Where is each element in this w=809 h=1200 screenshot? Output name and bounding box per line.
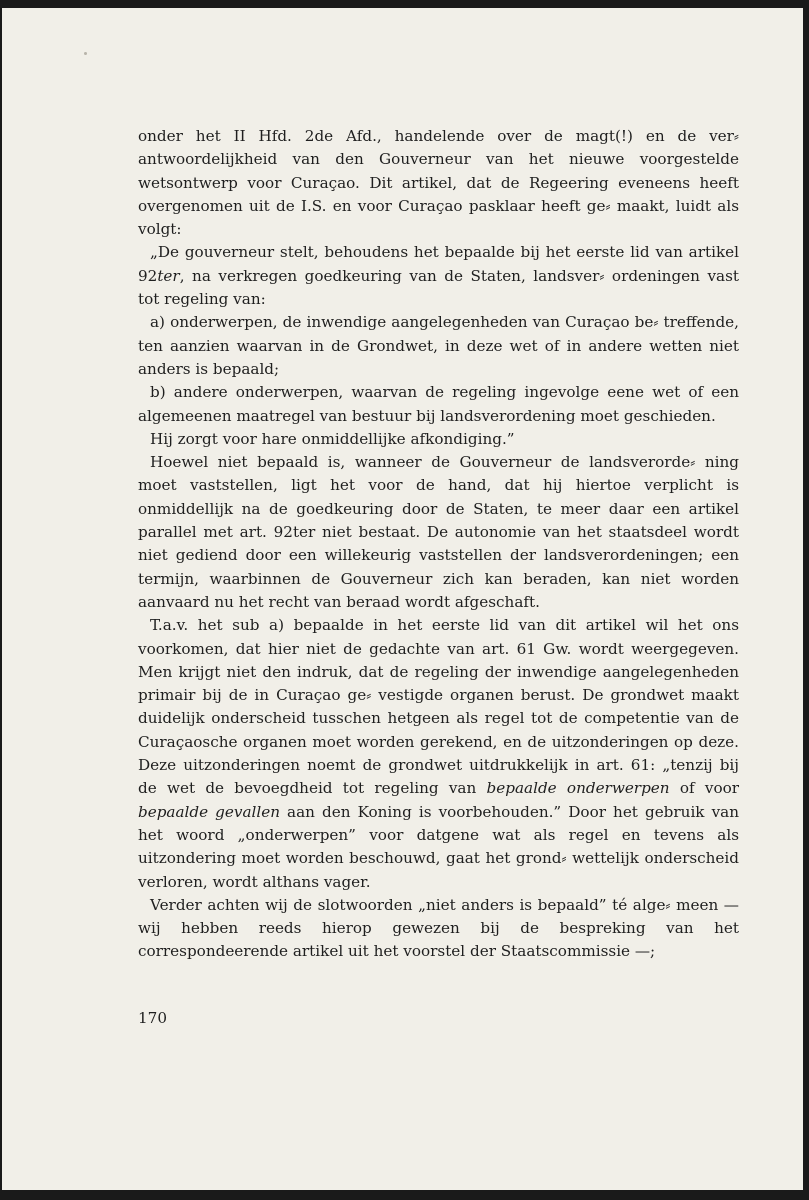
paragraph <box>138 451 739 614</box>
text-run: T.a.v. het sub a) bepaalde in het eerste lid van dit artikel wil het ons voorkomen, dat hier niet de gedachte van art. 61 Gw. wordt weergegeven. Men krijgt niet den indruk, dat de regeling der inwendige aangelegenheden primair bij de in Curaçao ge⸗ vestigde organen berust. De grondwet maakt duidelijk onderscheid tusschen hetgeen als regel tot de competentie van de Curaçaosche organen moet worden gerekend, en de uitzonderingen op deze. Deze uitzonderingen noemt de grondwet uitdrukkelijk in art. 61: „tenzij bij de wet de bevoegdheid tot regeling van <box>138 616 739 798</box>
paragraph <box>138 381 739 428</box>
body-text <box>138 125 739 964</box>
text-run: „De gouverneur stelt, behoudens het bepaalde bij het eerste lid van artikel 92 <box>138 243 739 285</box>
paragraph <box>138 241 739 311</box>
text-run: a) onderwerpen, de inwendige aangelegenheden van Curaçao be⸗ treffende, ten aanzien waarvan in de Grondwet, in deze wet of in andere wetten niet anders is bepaald; <box>138 313 739 378</box>
paper-speck <box>84 52 87 55</box>
text-run: Verder achten wij de slotwoorden „niet anders is bepaald” té alge⸗ meen — wij hebben reeds hierop gewezen bij de bespreking van het correspondeerende artikel uit het voorstel der Staatscommissie —; <box>138 895 739 961</box>
text-run: onder het II Hfd. 2de Afd., handelende over de magt(!) en de ver⸗ antwoordelijkheid van den Gouverneur van het nieuwe voorgestelde wetsontwerp voor Curaçao. Dit artikel, dat de Regeering eveneens heeft overgenomen uit de I.S. en voor Curaçao pasklaar heeft ge⸗ maakt, luidt als volgt: <box>138 127 739 239</box>
italic-text: bepaalde onderwerpen <box>486 779 670 798</box>
text-run: b) andere onderwerpen, waarvan de regeling ingevolge eene wet of een algemeenen maatregel van bestuur bij landsverordening moet geschieden. <box>138 383 739 425</box>
paragraph <box>138 311 739 381</box>
paragraph <box>138 125 739 241</box>
book-page <box>2 8 803 1190</box>
italic-text: ter <box>157 266 180 285</box>
italic-text: bepaalde gevallen <box>138 802 280 821</box>
page-number: 170 <box>138 1009 167 1027</box>
text-run: of voor <box>669 779 739 798</box>
paragraph <box>138 894 739 964</box>
text-run: , na verkregen goedkeuring van de Staten, landsver⸗ ordeningen vast tot regeling van: <box>138 266 739 309</box>
text-run: aan den Koning is voorbehouden.” Door het gebruik van het woord „onderwerpen” voor datgene wat als regel en tevens als uitzondering moet worden beschouwd, gaat het grond⸗ wettelijk onderscheid verloren, wordt althans vager. <box>138 802 739 891</box>
text-run: Hoewel niet bepaald is, wanneer de Gouverneur de landsverorde⸗ ning moet vaststellen, ligt het voor de hand, dat hij hiertoe verplicht is onmiddellijk na de goedkeuring door de Staten, te meer daar een artikel parallel met art. 92ter niet bestaat. De autonomie van het staatsdeel wordt niet gediend door een willekeurig vaststellen der landsverordeningen; een termijn, waarbinnen de Gouverneur zich kan beraden, kan niet worden aanvaard nu het recht van beraad wordt afgeschaft. <box>138 453 739 611</box>
text-run: Hij zorgt voor hare onmiddellijke afkondiging.” <box>150 429 515 448</box>
paragraph <box>138 614 739 894</box>
paragraph <box>138 428 739 451</box>
